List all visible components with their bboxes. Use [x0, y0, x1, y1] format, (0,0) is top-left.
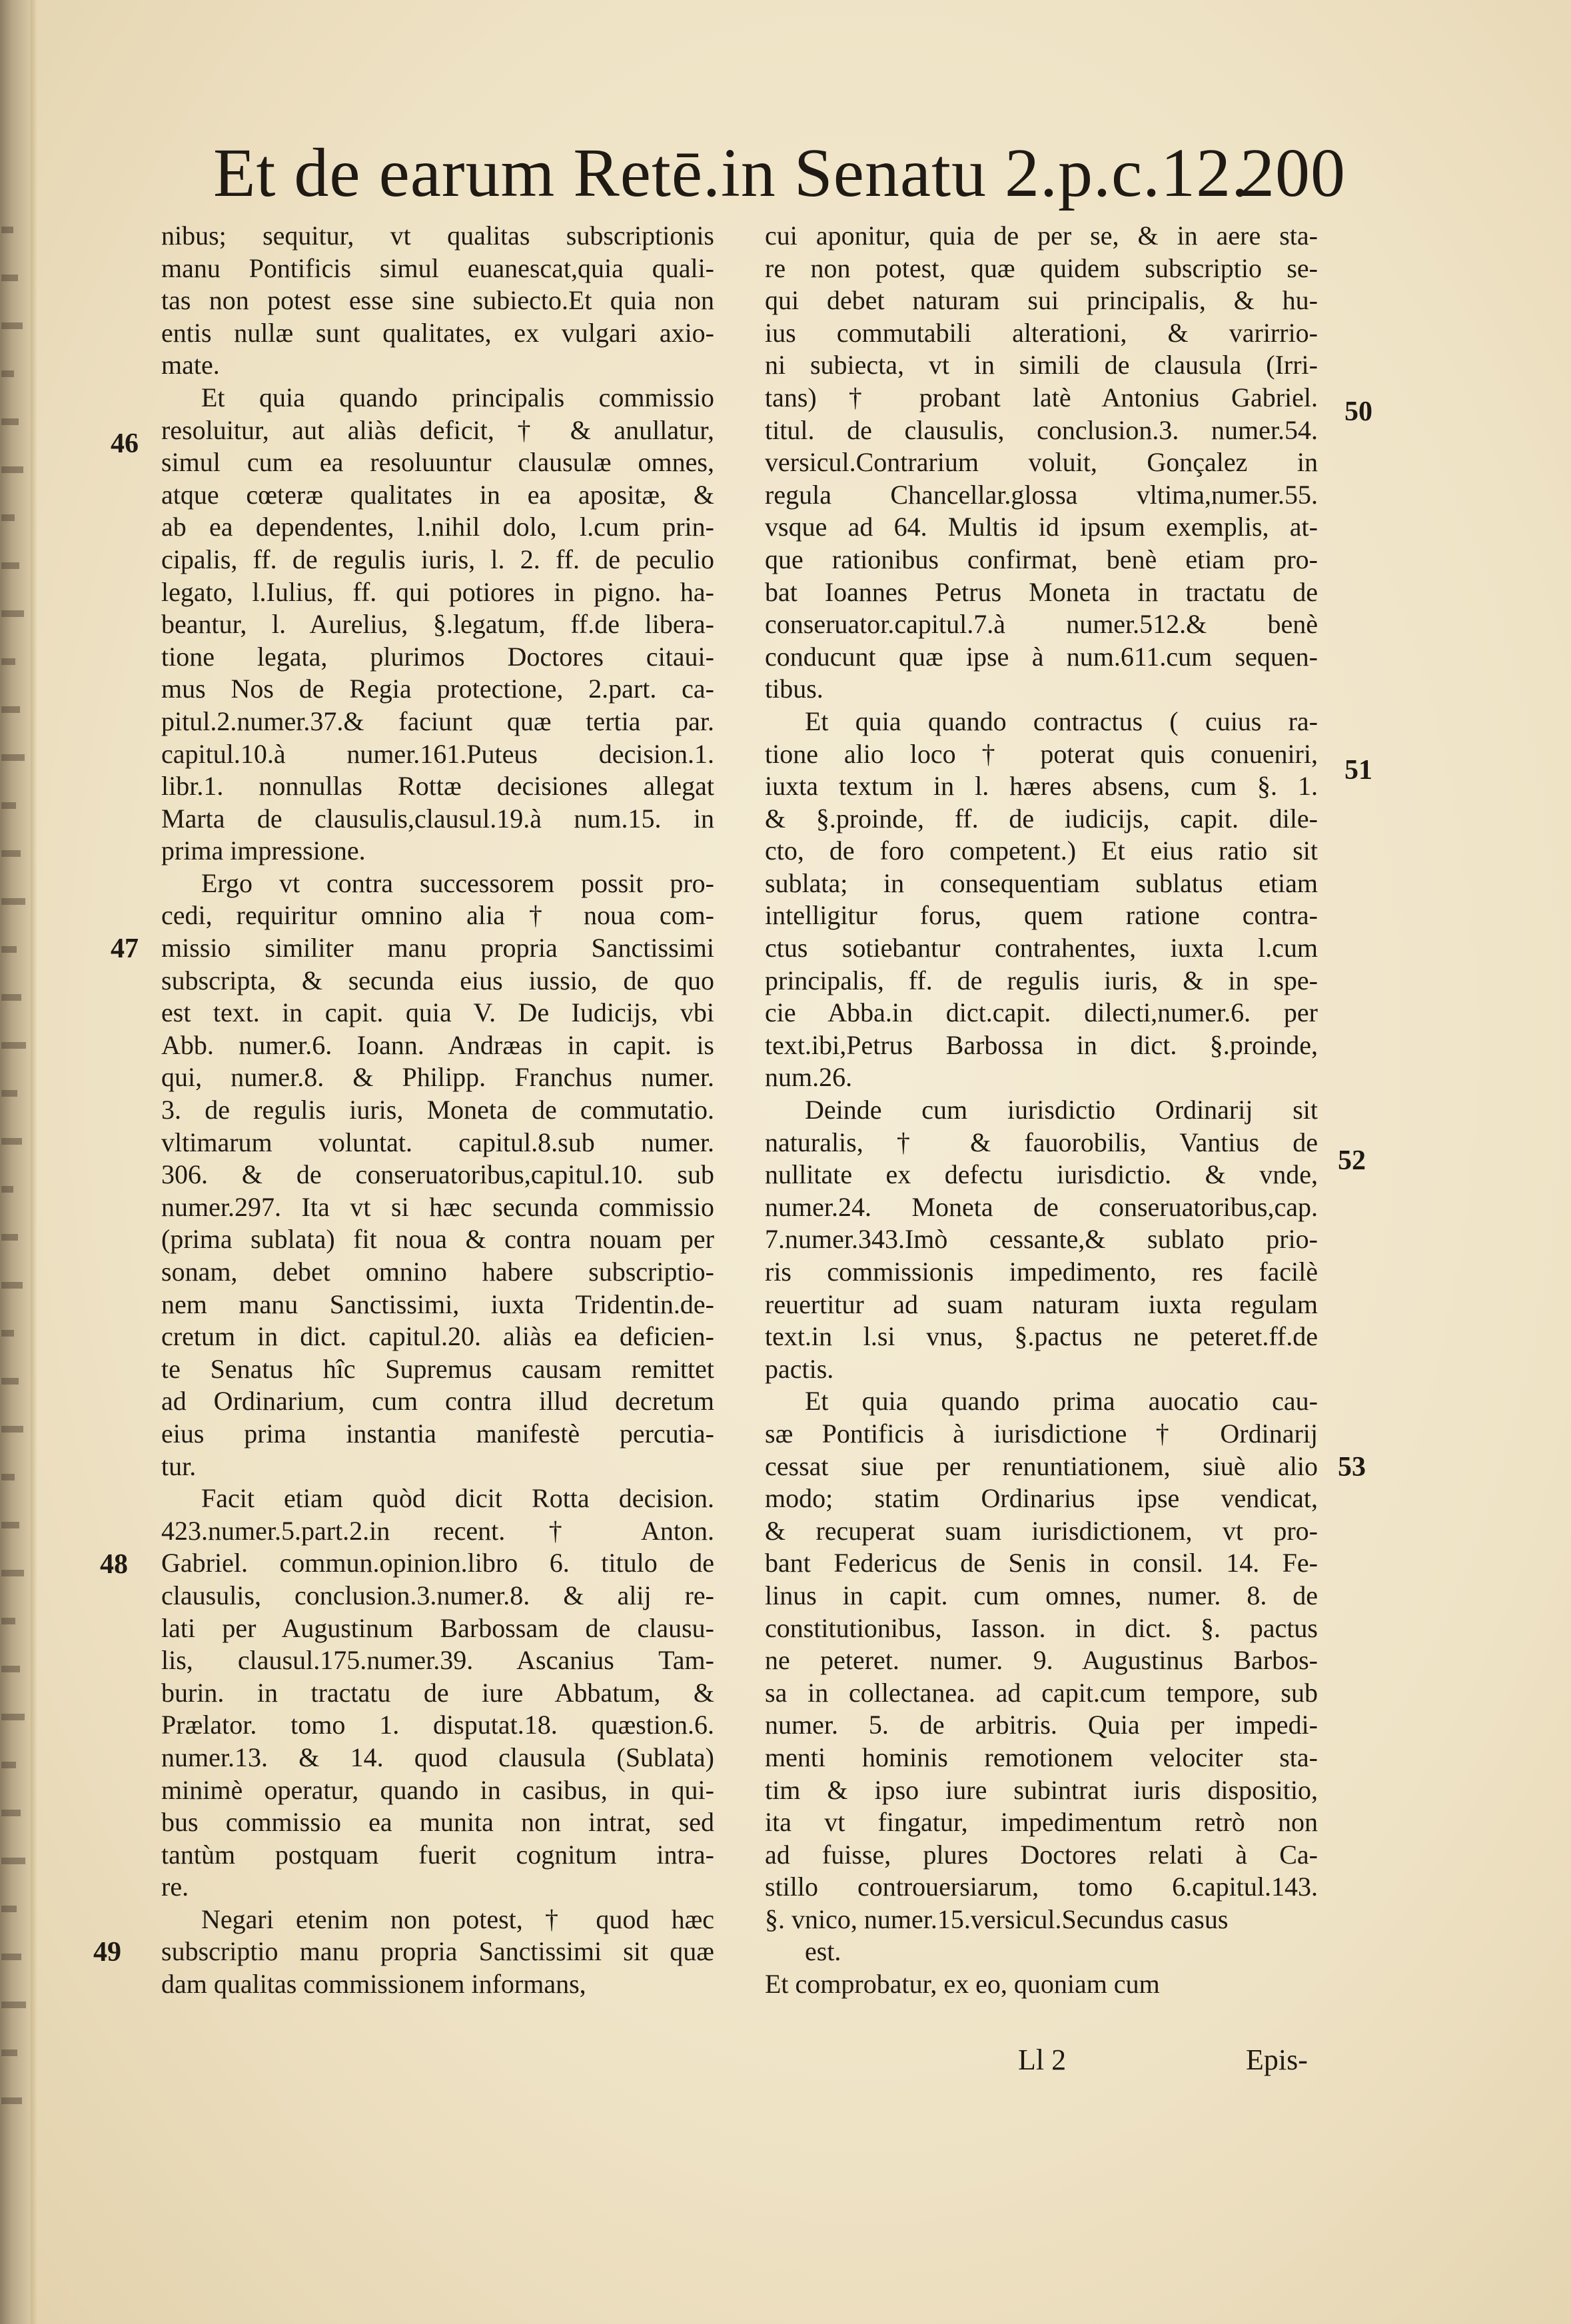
margin-number-52: 52: [1338, 1145, 1366, 1176]
right-column-line: sæ Pontificis à iurisdictione † Ordinarij: [765, 1418, 1318, 1449]
left-column-line: numer.13. & 14. quod clausula (Sublata): [161, 1742, 714, 1772]
margin-number-51: 51: [1344, 755, 1372, 786]
left-column: [161, 220, 714, 2065]
right-column-line: tim & ipso iure subintrat iuris dispositio,: [765, 1774, 1318, 1805]
bleed-mark: [1, 275, 18, 281]
left-column-line: Negari etenim non potest, † quod hæc: [201, 1904, 714, 1934]
margin-number-49: 49: [93, 1937, 121, 1968]
left-column-line: est text. in capit. quia V. De Iudicijs, vbi: [161, 997, 714, 1028]
right-column-line: reuertitur ad suam naturam iuxta regulam: [765, 1289, 1318, 1319]
right-column-line: sublata; in consequentiam sublatus etiam: [765, 868, 1318, 898]
right-column-line: tione alio loco † poterat quis conueniri,: [765, 738, 1318, 769]
left-column-line: Gabriel. commun.opinion.libro 6. titulo de: [161, 1548, 714, 1578]
right-column-line: menti hominis remotionem velociter sta-: [765, 1742, 1318, 1772]
left-column-line: sonam, debet omnino habere subscriptio-: [161, 1257, 714, 1287]
left-column-line: nem manu Sanctissimi, iuxta Tridentin.de-: [161, 1289, 714, 1319]
catchword: Epis-: [1246, 2043, 1308, 2076]
right-column-line: ad fuisse, plures Doctores relati à Ca-: [765, 1839, 1318, 1870]
right-column-line: bant Federicus de Senis in consil. 14. Fe-: [765, 1548, 1318, 1578]
left-column-line: lis, clausul.175.numer.39. Ascanius Tam-: [161, 1645, 714, 1676]
left-column-line: (prima sublata) fit noua & contra nouam per: [161, 1224, 714, 1255]
bleed-mark: [1, 1330, 14, 1337]
bleed-mark: [1, 1954, 21, 1960]
left-column-line: ad Ordinarium, cum contra illud decretum: [161, 1386, 714, 1417]
right-column-line: que rationibus confirmat, benè etiam pro-: [765, 544, 1318, 574]
bleed-mark: [1, 370, 14, 377]
bleed-mark: [1, 802, 16, 809]
bleed-mark: [1, 946, 17, 953]
left-column-line: ab ea dependentes, l.nihil dolo, l.cum prin-: [161, 512, 714, 542]
right-column-line: text.ibi,Petrus Barbossa in dict. §.proinde,: [765, 1029, 1318, 1060]
bleed-mark: [1, 658, 15, 665]
left-column-line: qui, numer.8. & Philipp. Franchus numer.: [161, 1062, 714, 1093]
bleed-mark: [1, 227, 13, 233]
right-column-line: iuxta textum in l. hæres absens, cum §. 1.: [765, 771, 1318, 802]
bleed-mark: [1, 1426, 23, 1433]
left-column-line: cedi, requiritur omnino alia † noua com-: [161, 900, 714, 931]
bleed-mark: [1, 1570, 24, 1576]
right-column-line: titul. de clausulis, conclusion.3. numer.54.: [765, 414, 1318, 445]
left-column-line: dam qualitas commissionem informans,: [161, 1969, 586, 2000]
bleed-mark: [1, 1810, 21, 1816]
right-column-line: text.in l.si vnus, §.pactus ne peteret.ff.de: [765, 1321, 1318, 1352]
left-column-line: libr.1. nonnullas Rottæ decisiones allegat: [161, 771, 714, 802]
margin-number-50: 50: [1344, 396, 1372, 427]
bleed-mark: [1, 1522, 19, 1528]
left-column-line: beantur, l. Aurelius, §.legatum, ff.de libera-: [161, 609, 714, 640]
running-title: Et de earum Retē.in Senatu 2.p.c.12.: [213, 135, 1250, 211]
right-column-line: bat Ioannes Petrus Moneta in tractatu de: [765, 576, 1318, 607]
right-column-line: linus in capit. cum omnes, numer. 8. de: [765, 1580, 1318, 1610]
bleed-mark: [1, 1858, 25, 1864]
right-column-line: versicul.Contrarium voluit, Gonçalez in: [765, 447, 1318, 478]
bleed-mark: [1, 1762, 16, 1768]
bleed-mark: [1, 850, 21, 857]
right-column-line: ris commissionis impedimento, res facilè: [765, 1257, 1318, 1287]
left-column-line: re.: [161, 1872, 189, 1902]
left-column-line: simul cum ea resoluuntur clausulæ omnes,: [161, 447, 714, 478]
left-column-line: vltimarum voluntat. capitul.8.sub numer.: [161, 1127, 714, 1157]
right-column-line: conseruator.capitul.7.à numer.512.& benè: [765, 609, 1318, 640]
bleed-mark: [1, 1282, 23, 1289]
bleed-mark: [1, 562, 19, 569]
margin-number-46: 46: [111, 428, 139, 459]
right-column-line: sa in collectanea. ad capit.cum tempore, sub: [765, 1677, 1318, 1708]
right-column-line: ne peteret. numer. 9. Augustinus Barbos-: [765, 1645, 1318, 1676]
signature-mark: Ll 2: [1018, 2043, 1067, 2076]
right-column-line: stillo controuersiarum, tomo 6.capitul.143.: [765, 1872, 1318, 1902]
left-column-line: prima impressione.: [161, 836, 366, 866]
right-column-line: ni subiecta, vt in simili de clausula (Irri-: [765, 350, 1318, 380]
bleed-mark: [1, 418, 19, 425]
right-column-line: cto, de foro competent.) Et eius ratio sit: [765, 836, 1318, 866]
right-column-line: cie Abba.in dict.capit. dilecti,numer.6. per: [765, 997, 1318, 1028]
left-column-line: 306. & de conseruatoribus,capitul.10. sub: [161, 1159, 714, 1190]
bleed-mark: [1, 2097, 22, 2104]
bleed-mark: [1, 754, 25, 761]
right-column-line: constitutionibus, Iasson. in dict. §. pactus: [765, 1612, 1318, 1643]
left-column-line: mus Nos de Regia protectione, 2.part. ca-: [161, 674, 714, 704]
left-column-line: missio similiter manu propria Sanctissimi: [161, 933, 714, 963]
bleed-mark: [1, 1906, 17, 1912]
right-column-line: cui aponitur, quia de per se, & in aere sta-: [765, 221, 1318, 251]
bleed-mark: [1, 706, 20, 713]
left-column-line: subscriptio manu propria Sanctissimi sit quæ: [161, 1936, 714, 1967]
left-column-line: Marta de clausulis,clausul.19.à num.15. in: [161, 803, 714, 834]
right-column-line: ius commutabili alterationi, & varirrio-: [765, 317, 1318, 348]
bleed-mark: [1, 1714, 25, 1720]
gutter-shadow: [31, 0, 37, 2324]
right-column-line: Deinde cum iurisdictio Ordinarij sit: [805, 1095, 1318, 1125]
right-column-line: num.26.: [765, 1062, 853, 1093]
left-column-line: tione legata, plurimos Doctores citaui-: [161, 641, 714, 672]
left-column-line: Et quia quando principalis commissio: [201, 382, 714, 412]
right-column-line: §. vnico, numer.15.versicul.Secundus casus: [765, 1904, 1229, 1934]
bleed-mark: [1, 466, 23, 473]
right-column-line: pactis.: [765, 1353, 834, 1384]
bleed-mark: [1, 2049, 17, 2056]
bleed-mark: [1, 1666, 20, 1672]
bleed-mark: [1, 514, 15, 521]
right-column-line: & §.proinde, ff. de iudicijs, capit. dile-: [765, 803, 1318, 834]
left-column-line: subscripta, & secunda eius iussio, de quo: [161, 965, 714, 995]
right-column-line: Et comprobatur, ex eo, quoniam cum: [765, 1969, 1160, 2000]
right-column-line: ctus sotiebantur contrahentes, iuxta l.cum: [765, 933, 1318, 963]
right-column-line: naturalis, † & fauorobilis, Vantius de: [765, 1127, 1318, 1157]
bleed-mark: [1, 1618, 15, 1624]
right-column-line: 7.numer.343.Imò cessante,& sublato prio-: [765, 1224, 1318, 1255]
left-column-line: lati per Augustinum Barbossam de clausu-: [161, 1612, 714, 1643]
bleed-mark: [1, 1186, 13, 1193]
left-column-line: entis nullæ sunt qualitates, ex vulgari axio-: [161, 317, 714, 348]
bleed-mark: [1, 2002, 26, 2008]
right-column-line: tibus.: [765, 674, 823, 704]
bleed-mark: [1, 322, 23, 329]
right-column-line: intelligitur forus, quem ratione contra-: [765, 900, 1318, 931]
right-column-line: Et quia quando prima auocatio cau-: [805, 1386, 1318, 1417]
margin-number-53: 53: [1338, 1452, 1366, 1482]
right-column-line: numer.24. Moneta de conseruatoribus,cap.: [765, 1191, 1318, 1222]
left-column-line: numer.297. Ita vt si hæc secunda commissio: [161, 1191, 714, 1222]
right-column-line: principalis, ff. de regulis iuris, & in spe-: [765, 965, 1318, 995]
left-column-line: clausulis, conclusion.3.numer.8. & alij re-: [161, 1580, 714, 1610]
left-column-line: burin. in tractatu de iure Abbatum, &: [161, 1677, 714, 1708]
running-header: [213, 127, 1346, 220]
left-column-line: tur.: [161, 1451, 197, 1481]
left-column-line: tas non potest esse sine subiecto.Et quia non: [161, 285, 714, 316]
right-column-line: conducunt quæ ipse à num.611.cum sequen-: [765, 641, 1318, 672]
right-column-line: tans) † probant latè Antonius Gabriel.: [765, 382, 1318, 412]
left-column-line: minimè operatur, quando in casibus, in qui-: [161, 1774, 714, 1805]
right-column-line: numer. 5. de arbitris. Quia per impedi-: [765, 1710, 1318, 1740]
left-column-line: te Senatus hîc Supremus causam remittet: [161, 1353, 714, 1384]
right-column-line: est.: [805, 1936, 841, 1967]
bleed-mark: [1, 994, 21, 1001]
right-column-line: Et quia quando contractus ( cuius ra-: [805, 706, 1318, 736]
left-column-line: mate.: [161, 350, 220, 380]
left-column-line: Prælator. tomo 1. disputat.18. quæstion.6.: [161, 1710, 714, 1740]
right-column-line: & recuperat suam iurisdictionem, vt pro-: [765, 1515, 1318, 1546]
bleed-mark: [1, 1090, 17, 1097]
left-column-line: 423.numer.5.part.2.in recent. † Anton.: [161, 1515, 714, 1546]
left-column-line: cipalis, ff. de regulis iuris, l. 2. ff. de peculio: [161, 544, 714, 574]
right-column-line: ita vt fingatur, impedimentum retrò non: [765, 1807, 1318, 1838]
left-column-line: pitul.2.numer.37.& faciunt quæ tertia par.: [161, 706, 714, 736]
right-column: [765, 220, 1318, 2065]
margin-number-47: 47: [111, 933, 139, 964]
margin-number-48: 48: [100, 1549, 128, 1580]
right-column-line: regula Chancellar.glossa vltima,numer.55.: [765, 479, 1318, 510]
bleed-mark: [1, 898, 25, 905]
bleed-mark: [1, 1474, 15, 1480]
left-column-line: Ergo vt contra successorem possit pro-: [201, 868, 714, 898]
right-column-line: qui debet naturam sui principalis, & hu-: [765, 285, 1318, 316]
right-column-line: nullitate ex defectu iurisdictio. & vnde,: [765, 1159, 1318, 1190]
bleed-mark: [1, 1378, 19, 1385]
left-column-line: resoluitur, aut aliàs deficit, † & anullatur,: [161, 414, 714, 445]
left-column-line: nibus; sequitur, vt qualitas subscriptionis: [161, 221, 714, 251]
right-column-line: cessat siue per renuntiationem, siuè alio: [765, 1451, 1318, 1481]
bleed-mark: [1, 1042, 26, 1049]
right-column-line: vsque ad 64. Multis id ipsum exemplis, at-: [765, 512, 1318, 542]
right-column-line: modo; statim Ordinarius ipse vendicat,: [765, 1483, 1318, 1514]
left-column-line: Abb. numer.6. Ioann. Andræas in capit. is: [161, 1029, 714, 1060]
left-column-line: legato, l.Iulius, ff. qui potiores in pigno. ha-: [161, 576, 714, 607]
bleed-mark: [1, 610, 24, 617]
right-column-line: re non potest, quæ quidem subscriptio se-: [765, 253, 1318, 283]
binding-gutter: [0, 0, 31, 2324]
left-column-line: Facit etiam quòd dicit Rotta decision.: [201, 1483, 714, 1514]
left-column-line: cretum in dict. capitul.20. aliàs ea deficien-: [161, 1321, 714, 1352]
bleed-mark: [1, 1138, 22, 1145]
folio-number: 200: [1240, 135, 1346, 211]
left-column-line: 3. de regulis iuris, Moneta de commutatio.: [161, 1095, 714, 1125]
left-column-line: manu Pontificis simul euanescat,quia quali-: [161, 253, 714, 283]
left-column-line: bus commissio ea munita non intrat, sed: [161, 1807, 714, 1838]
left-column-line: atque cœteræ qualitates in ea apositæ, &: [161, 479, 714, 510]
bleed-mark: [1, 1234, 18, 1241]
left-column-line: tantùm postquam fuerit cognitum intra-: [161, 1839, 714, 1870]
left-column-line: eius prima instantia manifestè percutia-: [161, 1418, 714, 1449]
left-column-line: capitul.10.à numer.161.Puteus decision.1.: [161, 738, 714, 769]
